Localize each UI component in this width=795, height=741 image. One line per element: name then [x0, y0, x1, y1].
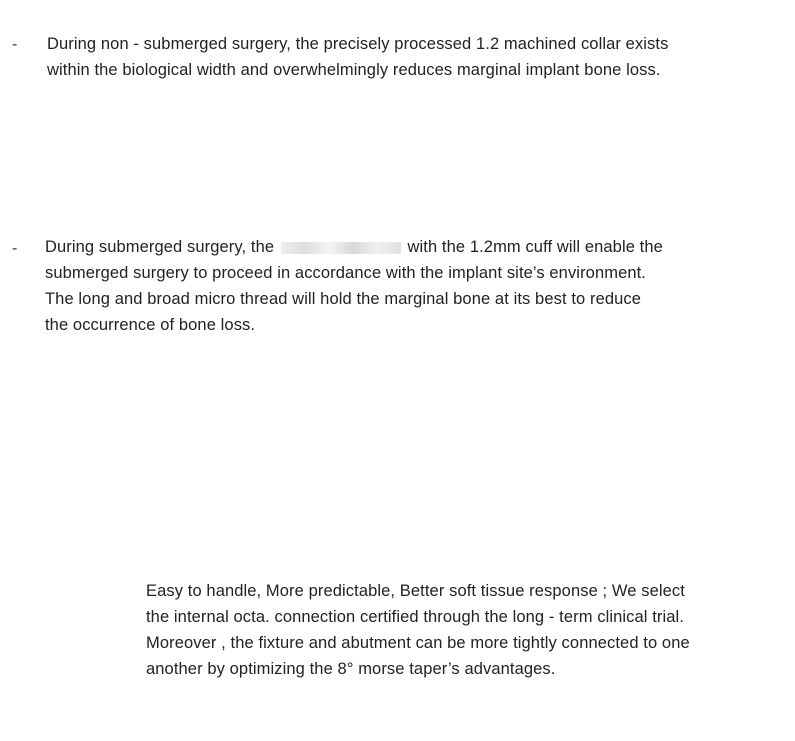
paragraph-line: within the biological width and overwhelmingly reduces marginal implant bone loss. — [47, 61, 661, 79]
paragraph-submerged — [45, 234, 663, 338]
paragraph-non-submerged — [47, 31, 668, 83]
paragraph-line-with-redaction — [45, 234, 663, 260]
paragraph-text: During submerged surgery, the — [45, 238, 275, 256]
paragraph-line: the occurrence of bone loss. — [45, 316, 256, 334]
paragraph-line: submerged surgery to proceed in accordance with the implant site’s environment. — [45, 264, 646, 282]
paragraph-line: another by optimizing the 8° morse taper’s advantages. — [146, 660, 556, 678]
paragraph-line: Easy to handle, More predictable, Better soft tissue response ; We select — [146, 582, 685, 600]
redacted-product-name — [281, 242, 401, 254]
bullet-marker: - — [12, 36, 18, 53]
paragraph-line: Moreover , the fixture and abutment can be more tightly connected to one — [146, 634, 690, 652]
paragraph-line: The long and broad micro thread will hold the marginal bone at its best to reduce — [45, 290, 642, 308]
paragraph-connection — [146, 578, 690, 682]
bullet-marker: - — [12, 240, 18, 257]
paragraph-line: During non - submerged surgery, the precisely processed 1.2 machined collar exists — [47, 35, 669, 53]
paragraph-text: with the 1.2mm cuff will enable the — [407, 238, 663, 256]
paragraph-line: the internal octa. connection certified through the long - term clinical trial. — [146, 608, 685, 626]
